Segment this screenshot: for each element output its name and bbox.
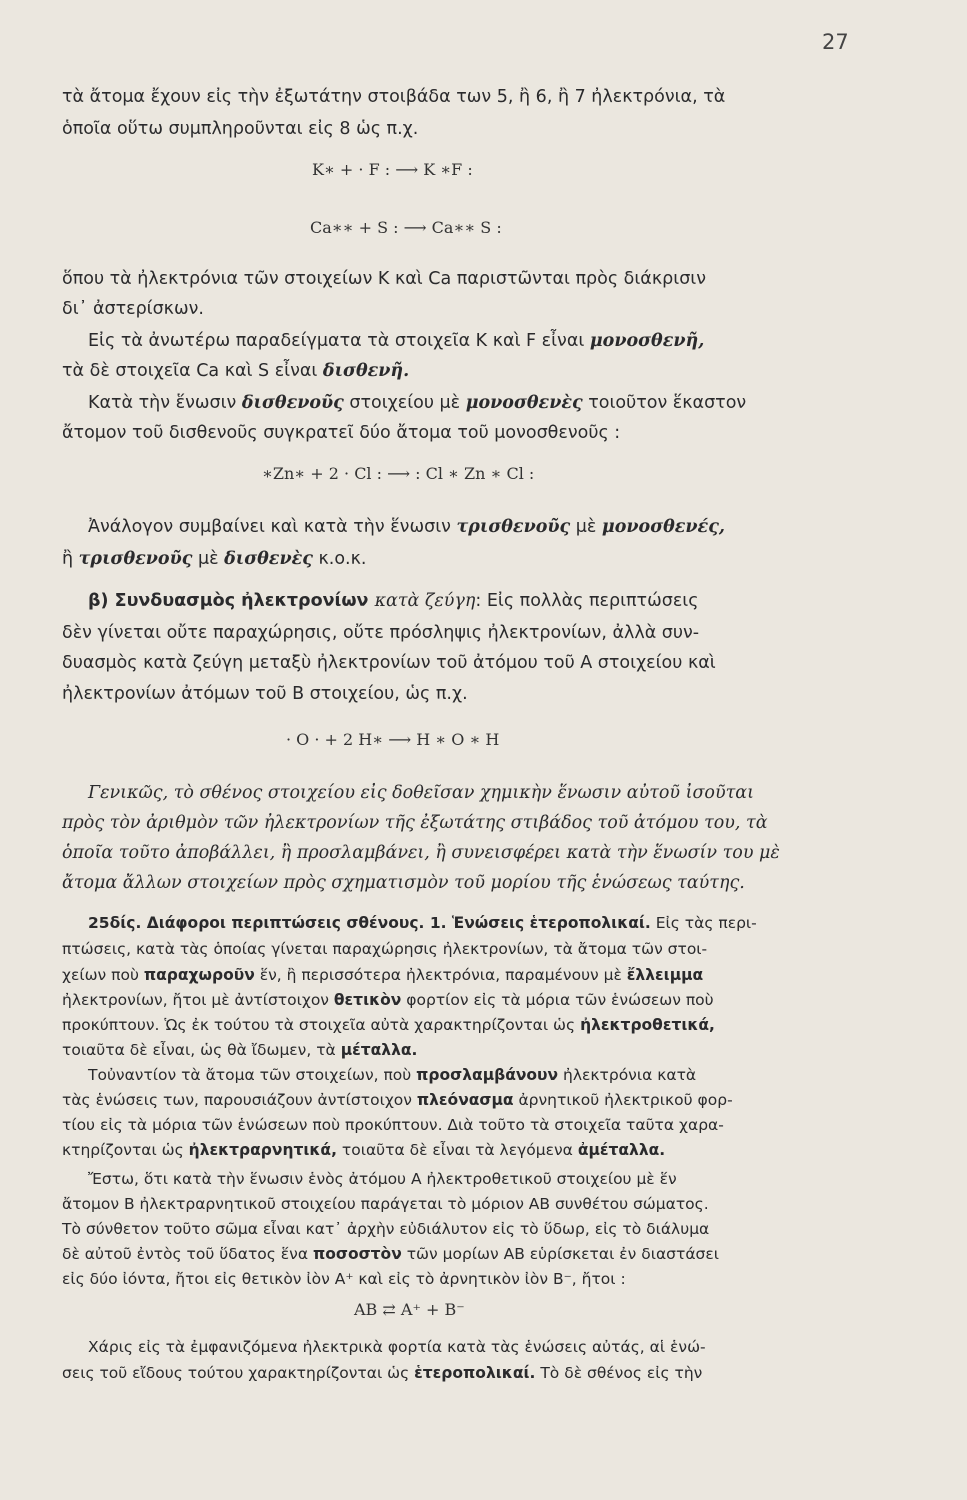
italic-line: ὁποῖα τοῦτο ἀποβάλλει, ἢ προσλαμβάνει, ἢ συνεισφέρει κατὰ τὴν ἕνωσίν του μὲ xyxy=(62,843,780,863)
paragraph-line xyxy=(62,392,888,414)
text-run: μὲ xyxy=(570,517,602,537)
equation-dissociation: AB ⇄ A⁺ + B⁻ xyxy=(354,1300,465,1319)
text-run: τὰ δὲ στοιχεῖα Ca καὶ S εἶναι xyxy=(62,361,323,381)
text-run: σεις τοῦ εἴδους τούτου χαρακτηρίζονται ὡς xyxy=(62,1364,415,1382)
paragraph-line xyxy=(62,1089,862,1111)
paragraph-line xyxy=(62,360,862,382)
bold-term: προσλαμβάνουν xyxy=(416,1066,559,1084)
text-run: ἠλεκτρόνια κατὰ xyxy=(558,1066,697,1084)
text-run: δὲ αὐτοῦ ἐντὸς τοῦ ὕδατος ἕνα xyxy=(62,1245,313,1263)
equation-zncl: ∗Zn∗ + 2 · Cl : ⟶ : Cl ∗ Zn ∗ Cl : xyxy=(262,464,535,483)
paragraph-line: δυασμὸς κατὰ ζεύγη μεταξὺ ἠλεκτρονίων τοῦ ἀτόμου τοῦ A στοιχείου καὶ xyxy=(62,653,716,673)
paragraph-line: ἠλεκτρονίων ἀτόμων τοῦ B στοιχείου, ὡς π.χ. xyxy=(62,684,468,704)
emphasis-term: δισθενὲς xyxy=(224,549,313,569)
text-run: τοιοῦτον ἕκαστον xyxy=(582,393,747,413)
emphasis-term: μονοσθενές, xyxy=(601,517,725,537)
emphasis-term: τρισθενοῦς xyxy=(456,517,571,537)
emphasis-term: τρισθενοῦς xyxy=(78,549,193,569)
paragraph-line: ἄτομον τοῦ δισθενοῦς συγκρατεῖ δύο ἄτομα τοῦ μονοσθενοῦς : xyxy=(62,423,621,443)
paragraph-line xyxy=(62,1243,862,1265)
paragraph-line xyxy=(62,1362,862,1384)
paragraph-line xyxy=(62,989,862,1011)
section-heading: 25δίς. Διάφοροι περιπτώσεις σθένους. 1. xyxy=(88,914,452,932)
bold-term: ἠλεκτραρνητικά, xyxy=(188,1141,337,1159)
text-run: Εἰς τὰς περι- xyxy=(650,914,757,932)
paragraph-line: πτώσεις, κατὰ τὰς ὁποίας γίνεται παραχώρησις ἠλεκτρονίων, τὰ ἄτομα τῶν στοι- xyxy=(62,940,708,958)
bold-term: ἑτεροπολικαί. xyxy=(414,1364,536,1382)
text-run: ἠλεκτρονίων, ἤτοι μὲ ἀντίστοιχον xyxy=(62,991,334,1009)
paragraph-line xyxy=(62,516,888,538)
emphasis-term: μονοσθενῆ, xyxy=(589,331,705,351)
paragraph-line xyxy=(62,1139,862,1161)
text-run: τὰς ἑνώσεις των, παρουσιάζουν ἀντίστοιχον xyxy=(62,1091,417,1109)
text-run: ἕν, ἢ περισσότερα ἠλεκτρόνια, παραμένουν μὲ xyxy=(254,966,627,984)
paragraph-line xyxy=(62,1039,862,1061)
paragraph-line: Τὸ σύνθετον τοῦτο σῶμα εἶναι κατ᾿ ἀρχὴν εὐδιάλυτον εἰς τὸ ὕδωρ, εἰς τὸ διάλυμα xyxy=(62,1220,710,1238)
bold-term: ἠλεκτροθετικά, xyxy=(580,1016,715,1034)
emphasis-term: δισθενοῦς xyxy=(241,393,344,413)
subsection-title: Ἑνώσεις ἑτεροπολικαί. xyxy=(451,914,651,932)
text-run: Τοὐναντίον τὰ ἄτομα τῶν στοιχείων, ποὺ xyxy=(88,1066,417,1084)
paragraph-line xyxy=(62,548,862,570)
emphasis-term: κατὰ ζεύγη xyxy=(374,591,476,611)
text-run: Τὸ δὲ σθένος εἰς τὴν xyxy=(535,1364,703,1382)
text-run: Κατὰ τὴν ἕνωσιν xyxy=(88,393,242,413)
text-run: Εἰς τὰ ἀνωτέρω παραδείγματα τὰ στοιχεῖα K καὶ F εἶναι xyxy=(88,331,590,351)
paragraph-line: ἄτομον B ἠλεκτραρνητικοῦ στοιχείου παράγεται τὸ μόριον AB συνθέτου σώματος. xyxy=(62,1195,709,1213)
page-number: 27 xyxy=(822,30,849,54)
bold-term: πλεόνασμα xyxy=(416,1091,514,1109)
paragraph-line: ὅπου τὰ ἠλεκτρόνια τῶν στοιχείων K καὶ Ca παριστῶνται πρὸς διάκρισιν xyxy=(62,269,706,289)
bold-term: ἀμέταλλα. xyxy=(577,1141,666,1159)
equation-cas: Ca∗∗ + S : ⟶ Ca∗∗ S : xyxy=(310,218,502,237)
paragraph-line: δι᾿ ἀστερίσκων. xyxy=(62,299,204,319)
paragraph-line: εἰς δύο ἰόντα, ἤτοι εἰς θετικὸν ἰὸν A⁺ καὶ εἰς τὸ ἀρνητικὸν ἰὸν B⁻, ἤτοι : xyxy=(62,1270,626,1288)
paragraph-line: τὰ ἄτομα ἔχουν εἰς τὴν ἐξωτάτην στοιβάδα των 5, ἢ 6, ἢ 7 ἠλεκτρόνια, τὰ xyxy=(62,87,726,107)
italic-line: ἄτομα ἄλλων στοιχείων πρὸς σχηματισμὸν τοῦ μορίου τῆς ἑνώσεως ταύτης. xyxy=(62,873,745,893)
text-run: : Εἰς πολλὰς περιπτώσεις xyxy=(475,591,699,611)
text-run: τοιαῦτα δὲ εἶναι τὰ λεγόμενα xyxy=(336,1141,578,1159)
text-run: Ἀνάλογον συμβαίνει καὶ κατὰ τὴν ἕνωσιν xyxy=(88,517,457,537)
section-heading: β) Συνδυασμὸς ἠλεκτρονίων xyxy=(88,591,375,611)
paragraph-line xyxy=(62,964,862,986)
paragraph-line: Ἔστω, ὅτι κατὰ τὴν ἕνωσιν ἑνὸς ἀτόμου A ἠλεκτροθετικοῦ στοιχείου μὲ ἕν xyxy=(88,1170,677,1188)
bold-term: ἔλλειμμα xyxy=(626,966,704,984)
bold-term: ποσοστὸν xyxy=(312,1245,402,1263)
text-run: τοιαῦτα δὲ εἶναι, ὡς θὰ ἴδωμεν, τὰ xyxy=(62,1041,341,1059)
bold-term: παραχωροῦν xyxy=(143,966,255,984)
paragraph-line: τίου εἰς τὰ μόρια τῶν ἑνώσεων ποὺ προκύπτουν. Διὰ τοῦτο τὰ στοιχεῖα ταῦτα χαρα- xyxy=(62,1116,724,1134)
emphasis-term: δισθενῆ. xyxy=(322,361,410,381)
text-run: φορτίον εἰς τὰ μόρια τῶν ἑνώσεων ποὺ xyxy=(401,991,714,1009)
equation-water: · O · + 2 H∗ ⟶ H ∗ O ∗ H xyxy=(286,730,500,749)
italic-line: πρὸς τὸν ἀριθμὸν τῶν ἠλεκτρονίων τῆς ἐξωτάτης στιβάδος τοῦ ἀτόμου του, τὰ xyxy=(62,813,768,833)
paragraph-line: Χάρις εἰς τὰ ἐμφανιζόμενα ἠλεκτρικὰ φορτία κατὰ τὰς ἑνώσεις αὐτάς, αἱ ἑνώ- xyxy=(88,1338,706,1356)
text-run: κτηρίζονται ὡς xyxy=(62,1141,189,1159)
emphasis-term: μονοσθενὲς xyxy=(465,393,583,413)
text-run: ἀρνητικοῦ ἠλεκτρικοῦ φορ- xyxy=(513,1091,733,1109)
text-run: τῶν μορίων AB εὑρίσκεται ἐν διαστάσει xyxy=(401,1245,719,1263)
section-heading-line xyxy=(62,912,888,934)
paragraph-line xyxy=(62,1064,888,1086)
paragraph-line xyxy=(62,1014,862,1036)
italic-line: Γενικῶς, τὸ σθένος στοιχείου εἰς δοθεῖσαν χημικὴν ἕνωσιν αὐτοῦ ἰσοῦται xyxy=(88,783,754,803)
text-run: κ.ο.κ. xyxy=(312,549,367,569)
section-heading-line xyxy=(62,590,888,612)
text-run: προκύπτουν. Ὡς ἐκ τούτου τὰ στοιχεῖα αὐτὰ χαρακτηρίζονται ὡς xyxy=(62,1016,581,1034)
text-run: χείων ποὺ xyxy=(62,966,144,984)
text-run: μὲ xyxy=(192,549,225,569)
paragraph-line: δὲν γίνεται οὔτε παραχώρησις, οὔτε πρόσληψις ἠλεκτρονίων, ἀλλὰ συν- xyxy=(62,623,700,643)
paragraph-line xyxy=(62,330,888,352)
bold-term: θετικὸν xyxy=(333,991,402,1009)
equation-kf: K∗ + · F : ⟶ K ∗F : xyxy=(312,160,473,179)
text-run: ἢ xyxy=(62,549,79,569)
bold-term: μέταλλα. xyxy=(340,1041,418,1059)
paragraph-line: ὁποῖα οὕτω συμπληροῦνται εἰς 8 ὡς π.χ. xyxy=(62,119,419,139)
text-run: στοιχείου μὲ xyxy=(343,393,466,413)
